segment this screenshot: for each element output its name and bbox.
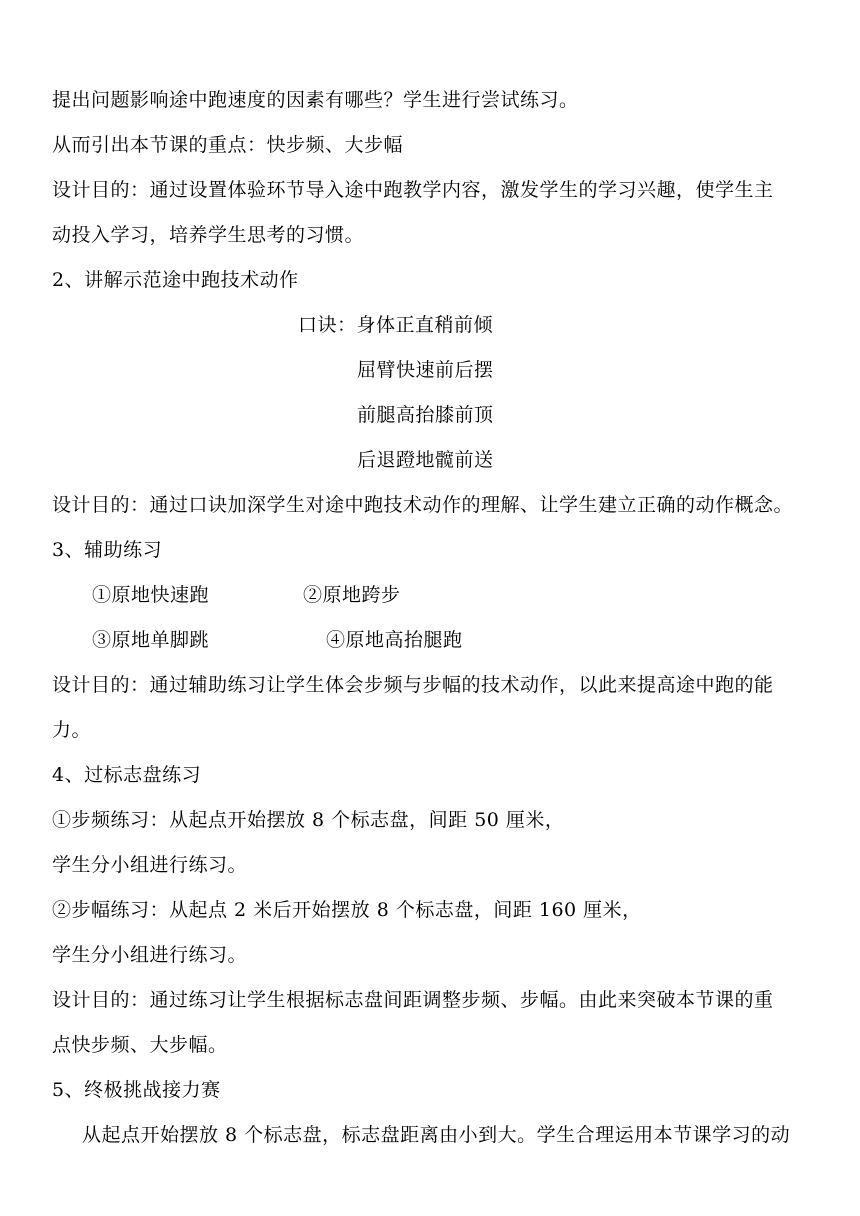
paragraph-line: 点快步频、大步幅。 — [52, 1034, 228, 1056]
paragraph-line: 提出问题影响途中跑速度的因素有哪些？学生进行尝试练习。 — [52, 89, 579, 111]
section-heading: 4、过标志盘练习 — [52, 764, 202, 786]
paragraph-line: ②步幅练习：从起点 2 米后开始摆放 8 个标志盘，间距 160 厘米， — [52, 899, 642, 921]
paragraph-line: 动投入学习，培养学生思考的习惯。 — [52, 224, 365, 246]
paragraph-line: 设计目的：通过口诀加深学生对途中跑技术动作的理解、让学生建立正确的动作概念。 — [52, 494, 794, 516]
exercise-item: ②原地跨步 — [303, 584, 401, 606]
mnemonic-line: 屈臂快速前后摆 — [357, 359, 494, 381]
mnemonic-line: 前腿高抬膝前顶 — [357, 404, 494, 426]
exercise-item: ③原地单脚跳 — [92, 629, 210, 651]
paragraph-line: 学生分小组进行练习。 — [52, 944, 248, 966]
paragraph-line: 从而引出本节课的重点：快步频、大步幅 — [52, 134, 404, 156]
paragraph-line: 设计目的：通过练习让学生根据标志盘间距调整步频、步幅。由此来突破本节课的重 — [52, 989, 774, 1011]
paragraph-line: 设计目的：通过辅助练习让学生体会步频与步幅的技术动作，以此来提高途中跑的能 — [52, 674, 774, 696]
section-heading: 2、讲解示范途中跑技术动作 — [52, 269, 299, 291]
paragraph-line: 学生分小组进行练习。 — [52, 854, 248, 876]
paragraph-line: 设计目的：通过设置体验环节导入途中跑教学内容，激发学生的学习兴趣，使学生主 — [52, 179, 774, 201]
section-heading: 5、终极挑战接力赛 — [52, 1079, 221, 1101]
paragraph-line: 从起点开始摆放 8 个标志盘，标志盘距离由小到大。学生合理运用本节课学习的动 — [82, 1124, 791, 1146]
paragraph-line: 力。 — [52, 719, 92, 741]
exercise-item: ①原地快速跑 — [92, 584, 210, 606]
mnemonic-line: 后退蹬地髋前送 — [357, 449, 494, 471]
section-heading: 3、辅助练习 — [52, 539, 163, 561]
mnemonic-line: 口诀：身体正直稍前倾 — [298, 314, 494, 336]
paragraph-line: ①步频练习：从起点开始摆放 8 个标志盘，间距 50 厘米， — [52, 809, 565, 831]
exercise-item: ④原地高抬腿跑 — [326, 629, 463, 651]
